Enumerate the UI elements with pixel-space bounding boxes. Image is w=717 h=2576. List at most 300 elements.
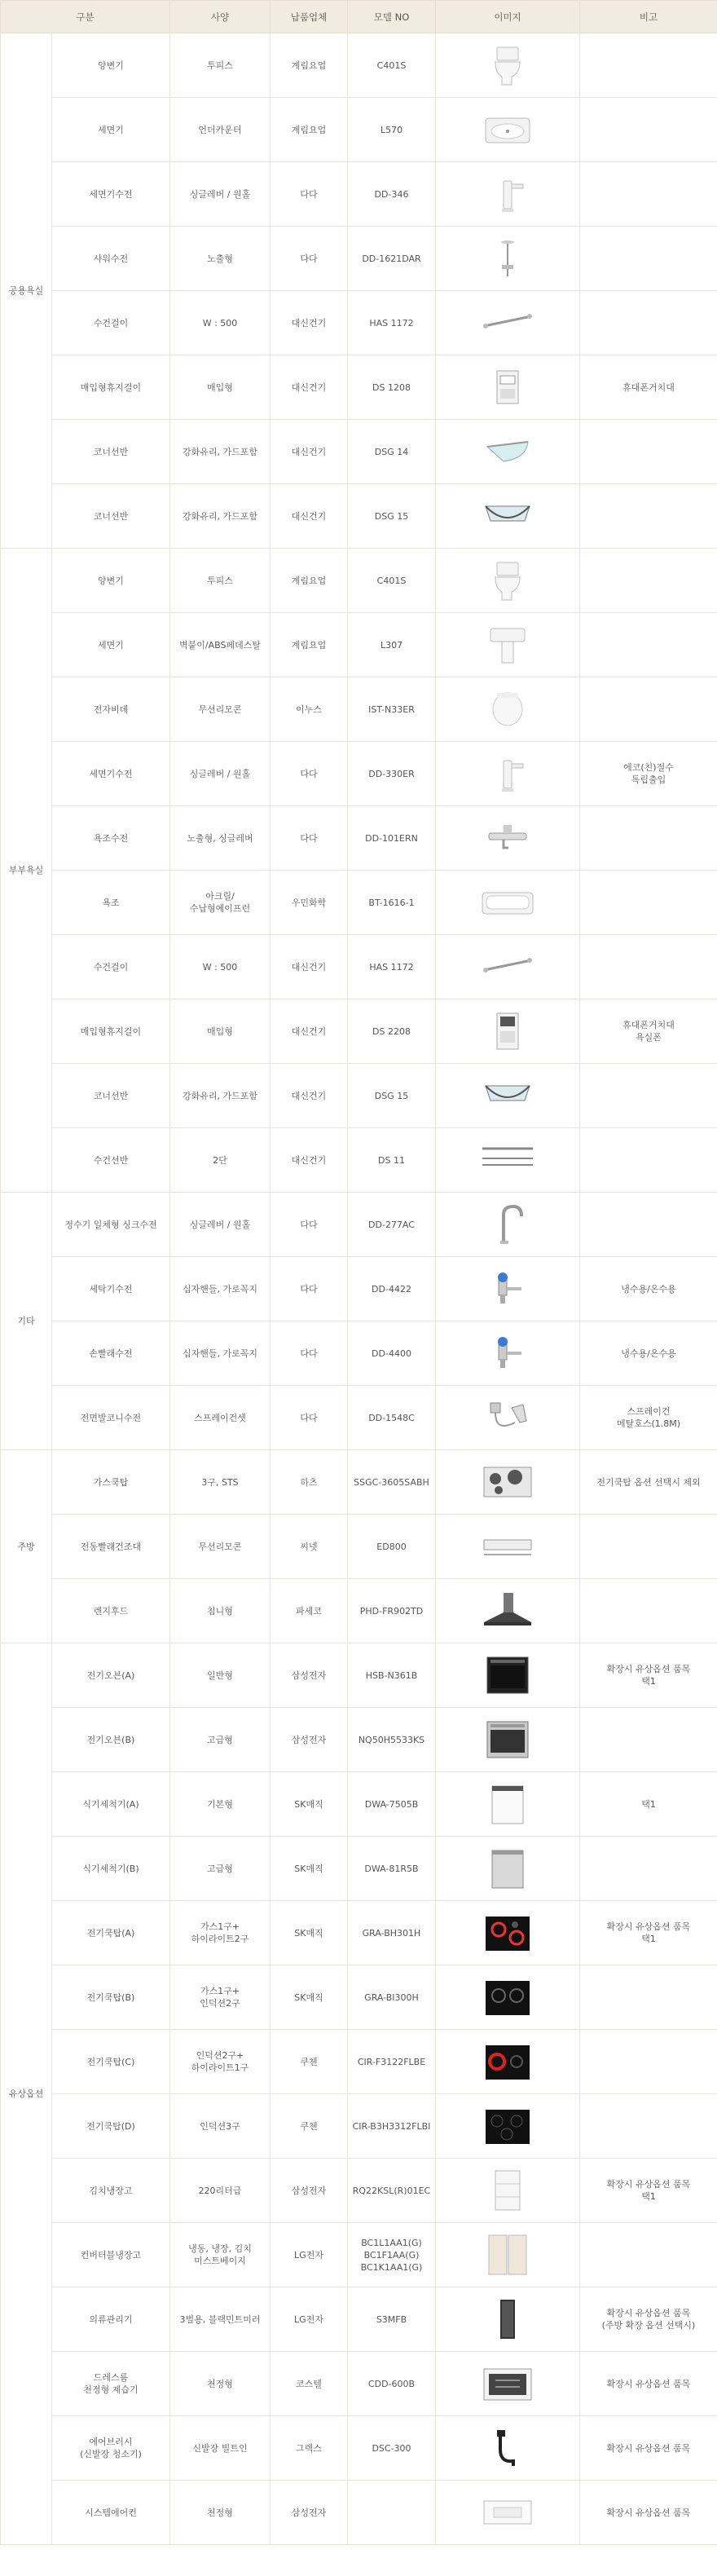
spec-cell [170, 1321, 271, 1386]
dishwasher-steel-icon [479, 1847, 536, 1890]
item-name-text: 매입형휴지걸이 [80, 1026, 142, 1037]
spec-cell-text: 벽붙이/ABS페데스탈 [179, 639, 261, 651]
product-image [436, 1515, 580, 1579]
note-text: 휴대폰거치대 욕실폰 [622, 1020, 675, 1043]
vendor-cell-text: 대신건기 [291, 382, 327, 393]
product-image [436, 1901, 580, 1965]
item-name [52, 613, 170, 677]
product-image [436, 613, 580, 677]
product-image [436, 1579, 580, 1643]
item-name [52, 871, 170, 935]
product-image [436, 935, 580, 999]
note-cell [580, 935, 717, 999]
spec-cell [170, 806, 271, 871]
towel-bar-icon [479, 946, 536, 988]
model-cell [348, 1643, 436, 1708]
spec-cell-text: 싱글레버 / 원홀 [189, 188, 251, 200]
model-cell [348, 162, 436, 227]
model-cell-text: DWA-7505B [364, 1798, 419, 1810]
product-image [436, 1772, 580, 1837]
note-text: 에코(친)절수 독립출입 [623, 762, 674, 785]
group-label: 기타 [1, 1193, 52, 1450]
spec-cell [170, 227, 271, 291]
vendor-cell-text: 다다 [300, 1348, 318, 1359]
table-row [1, 1321, 717, 1386]
note-cell [580, 2416, 717, 2481]
spec-cell-text: 강화유리, 가드포함 [182, 510, 257, 522]
spec-cell-text: 싱글레버 / 원홀 [189, 1219, 251, 1230]
corner-shelf-icon [479, 430, 536, 473]
note-cell [580, 1965, 717, 2030]
model-cell-text: DSG 14 [374, 446, 409, 457]
item-name-text: 전기오븐(A) [86, 1670, 135, 1681]
model-cell [348, 613, 436, 677]
model-cell [348, 1321, 436, 1386]
header-category: 구분 [1, 1, 170, 33]
spec-cell [170, 1064, 271, 1128]
range-hood-icon [479, 1590, 536, 1632]
spec-cell [170, 1257, 271, 1321]
vendor-cell [271, 1064, 348, 1128]
vendor-cell [271, 33, 348, 98]
note-cell [580, 162, 717, 227]
item-name [52, 420, 170, 484]
spec-cell-text: 싱글레버 / 원홀 [189, 768, 251, 779]
vendor-cell-text: 다다 [300, 832, 318, 844]
vendor-cell-text: 대신건기 [291, 1154, 327, 1166]
spec-cell [170, 677, 271, 742]
model-cell-text: GRA-BI300H [364, 1992, 419, 2003]
table-row [1, 2223, 717, 2287]
note-cell [580, 1386, 717, 1450]
note-cell [580, 1257, 717, 1321]
item-name-text: 전기쿡탑(B) [86, 1992, 135, 2003]
table-header-row [1, 1, 717, 33]
item-name-text: 코너선반 [93, 510, 129, 522]
item-name-text: 에어브러시 (신발장 청소기) [80, 2437, 142, 2459]
item-name-text: 양변기 [98, 60, 124, 71]
vendor-cell-text: 그렉스 [296, 2442, 322, 2454]
table-row [1, 1450, 717, 1515]
note-cell [580, 1515, 717, 1579]
spec-cell-text: 강화유리, 가드포함 [182, 1090, 257, 1101]
note-cell [580, 291, 717, 355]
vendor-cell-text: 우민화학 [291, 897, 327, 908]
bathtub-icon [479, 881, 536, 924]
washer-tap-icon [479, 1268, 536, 1310]
kimchi-fridge-icon [479, 2169, 536, 2212]
model-cell-text: DD-4400 [372, 1348, 411, 1359]
item-name [52, 291, 170, 355]
item-name [52, 1643, 170, 1708]
table-row [1, 1837, 717, 1901]
spec-cell [170, 1965, 271, 2030]
spec-cell-text: 무선리모콘 [198, 704, 242, 715]
table-row [1, 677, 717, 742]
item-name-text: 전기쿡탑(A) [86, 1927, 135, 1939]
model-cell-text: CIR-B3H3312FLBI [352, 2120, 431, 2132]
item-name-text: 세면기 [98, 124, 124, 135]
product-image [436, 484, 580, 549]
item-name-text: 정수기 일체형 싱크수전 [64, 1219, 157, 1230]
spec-cell [170, 1708, 271, 1772]
model-cell-text: DD-330ER [368, 768, 415, 779]
spec-cell-text: 3구, STS [201, 1476, 239, 1488]
spec-cell-text: 인덕션2구+ 하이라이트1구 [191, 2050, 249, 2073]
item-name-text: 가스쿡탑 [93, 1476, 129, 1488]
model-cell [348, 806, 436, 871]
item-name-text: 수건걸이 [93, 961, 129, 973]
note-cell [580, 1901, 717, 1965]
note-cell [580, 1708, 717, 1772]
table-body [1, 33, 717, 2545]
item-name [52, 1386, 170, 1450]
product-image [436, 1193, 580, 1257]
item-name-text: 샤워수전 [93, 253, 129, 264]
spec-cell-text: 기본형 [207, 1798, 233, 1810]
vendor-cell-text: 다다 [300, 188, 318, 200]
product-image [436, 1064, 580, 1128]
vendor-cell [271, 1386, 348, 1450]
spec-cell [170, 2223, 271, 2287]
model-cell [348, 355, 436, 420]
vendor-cell [271, 613, 348, 677]
spec-cell [170, 420, 271, 484]
vendor-cell [271, 1965, 348, 2030]
vendor-cell [271, 355, 348, 420]
note-text: 확장시 유상옵션 품목 [606, 2378, 691, 2389]
spec-cell [170, 1579, 271, 1643]
pedestal-basin-icon [479, 624, 536, 666]
note-text: 냉수용/온수용 [621, 1348, 676, 1359]
towel-bar-icon [479, 302, 536, 344]
note-text: 확장시 유상옵션 품목 [606, 2507, 691, 2518]
gas-cooktop-icon [479, 1461, 536, 1503]
note-text: 냉수용/온수용 [621, 1283, 676, 1295]
spec-cell [170, 999, 271, 1064]
spec-cell [170, 2030, 271, 2094]
vendor-cell [271, 2481, 348, 2545]
table-row [1, 871, 717, 935]
note-cell [580, 2159, 717, 2223]
table-row [1, 1643, 717, 1708]
item-name-text: 양변기 [98, 575, 124, 586]
table-row [1, 999, 717, 1064]
spec-cell [170, 2159, 271, 2223]
note-cell [580, 677, 717, 742]
tissue-phone-icon [479, 1010, 536, 1052]
model-cell-text: S3MFB [376, 2314, 407, 2325]
item-name-text: 김치냉장고 [89, 2185, 133, 2196]
group-label: 공용욕실 [1, 33, 52, 549]
styler-icon [479, 2298, 536, 2340]
note-cell [580, 33, 717, 98]
item-name-text: 시스템에어컨 [85, 2507, 137, 2518]
spec-cell [170, 98, 271, 162]
spray-gun-icon [479, 1396, 536, 1439]
vendor-cell [271, 549, 348, 613]
item-name [52, 999, 170, 1064]
model-cell [348, 2481, 436, 2545]
model-cell-text: DS 1208 [372, 382, 411, 393]
induction-cooktop-icon [479, 2105, 536, 2147]
table-row [1, 2159, 717, 2223]
item-name [52, 1965, 170, 2030]
note-text: 확장시 유상옵션 품목 택1 [606, 1664, 691, 1687]
model-cell [348, 2094, 436, 2159]
vendor-cell-text: 쿠첸 [300, 2056, 318, 2067]
spec-cell-text: 무선리모콘 [198, 1541, 242, 1552]
item-name-text: 수건걸이 [93, 317, 129, 329]
item-name-text: 세면기수전 [89, 188, 133, 200]
model-cell [348, 1837, 436, 1901]
spec-cell [170, 2481, 271, 2545]
table-row [1, 806, 717, 871]
product-image [436, 1386, 580, 1450]
item-name [52, 935, 170, 999]
item-name-text: 전동빨래건조대 [80, 1541, 142, 1552]
vendor-cell [271, 1708, 348, 1772]
model-cell-text: HAS 1172 [369, 961, 414, 973]
vendor-cell-text: 계림요업 [291, 639, 327, 651]
drying-rack-icon [479, 1525, 536, 1568]
item-name-text: 전기쿡탑(C) [86, 2056, 135, 2067]
vendor-cell [271, 806, 348, 871]
note-cell [580, 2481, 717, 2545]
vendor-cell [271, 1257, 348, 1321]
item-name [52, 2223, 170, 2287]
model-cell [348, 98, 436, 162]
vendor-cell-text: 대신건기 [291, 961, 327, 973]
item-name [52, 2030, 170, 2094]
spec-cell [170, 2287, 271, 2352]
model-cell-text: DD-346 [374, 188, 409, 200]
item-name [52, 1128, 170, 1193]
model-cell-text: L307 [380, 639, 403, 651]
model-cell-text: DD-4422 [372, 1283, 411, 1295]
faucet-icon [479, 752, 536, 795]
product-image [436, 2481, 580, 2545]
product-image [436, 806, 580, 871]
group-label: 유상옵션 [1, 1643, 52, 2545]
item-name [52, 1450, 170, 1515]
model-cell-text: HAS 1172 [369, 317, 414, 329]
item-name [52, 1321, 170, 1386]
spec-cell [170, 1515, 271, 1579]
convertible-fridge-icon [479, 2234, 536, 2276]
model-cell-text: NQ50H5533KS [358, 1734, 425, 1745]
note-text: 스프레이건 메탈호스(1.8M) [616, 1406, 681, 1429]
vendor-cell-text: SK매직 [294, 1927, 323, 1939]
product-image [436, 2416, 580, 2481]
model-cell [348, 2030, 436, 2094]
vendor-cell [271, 2030, 348, 2094]
table-row [1, 2416, 717, 2481]
item-name-text: 전기오븐(B) [86, 1734, 135, 1745]
model-cell-text: DD-277AC [368, 1219, 415, 1230]
header-model: 모델 NO [348, 1, 436, 33]
spec-cell [170, 549, 271, 613]
product-image [436, 2352, 580, 2416]
table-row [1, 2287, 717, 2352]
item-name-text: 코너선반 [93, 1090, 129, 1101]
item-name [52, 2094, 170, 2159]
vendor-cell [271, 2416, 348, 2481]
product-image [436, 1643, 580, 1708]
note-cell [580, 742, 717, 806]
vendor-cell [271, 1450, 348, 1515]
vendor-cell [271, 2352, 348, 2416]
model-cell [348, 1257, 436, 1321]
item-name-text: 전기쿡탑(D) [86, 2120, 135, 2132]
item-name-text: 욕조 [102, 897, 120, 908]
group-label: 주방 [1, 1450, 52, 1643]
vendor-cell-text: 삼성전자 [291, 1734, 327, 1745]
note-cell [580, 1128, 717, 1193]
item-name [52, 1193, 170, 1257]
note-cell [580, 2352, 717, 2416]
table-row [1, 1064, 717, 1128]
model-cell [348, 420, 436, 484]
glass-shelf-icon [479, 495, 536, 537]
vendor-cell-text: 하츠 [300, 1476, 318, 1488]
spec-cell-text: 침니형 [207, 1605, 233, 1617]
note-cell [580, 1772, 717, 1837]
spec-cell [170, 484, 271, 549]
spec-cell [170, 1386, 271, 1450]
spec-cell [170, 871, 271, 935]
table-row [1, 1708, 717, 1772]
model-cell [348, 1965, 436, 2030]
model-cell-text: DD-1548C [368, 1412, 415, 1423]
model-cell [348, 484, 436, 549]
item-name [52, 1579, 170, 1643]
table-row [1, 549, 717, 613]
spec-cell-text: 십자핸들, 가로꼭지 [182, 1348, 257, 1359]
model-cell-text: RQ22KSL(R)01EC [352, 2185, 431, 2196]
spec-cell [170, 742, 271, 806]
spec-cell-text: 일반형 [207, 1670, 233, 1681]
vendor-cell-text: SK매직 [294, 1863, 323, 1874]
item-name [52, 742, 170, 806]
spec-cell-text: 아크릴/ 수납형에이프런 [189, 891, 251, 914]
item-name-text: 세탁기수전 [89, 1283, 133, 1295]
spec-cell-text: 십자핸들, 가로꼭지 [182, 1283, 257, 1295]
header-vendor: 납품업체 [271, 1, 348, 33]
product-image [436, 549, 580, 613]
table-row [1, 420, 717, 484]
vendor-cell [271, 98, 348, 162]
table-row [1, 1965, 717, 2030]
spec-cell [170, 2094, 271, 2159]
spec-cell-text: 천정형 [207, 2507, 233, 2518]
vendor-cell-text: 삼성전자 [291, 2185, 327, 2196]
vendor-cell [271, 2094, 348, 2159]
towel-shelf-icon [479, 1139, 536, 1181]
spec-cell-text: 인덕션3구 [200, 2120, 240, 2132]
product-image [436, 2159, 580, 2223]
table-row [1, 935, 717, 999]
tissue-holder-icon [479, 366, 536, 408]
header-image: 이미지 [436, 1, 580, 33]
note-cell [580, 549, 717, 613]
model-cell-text: DSG 15 [374, 510, 409, 522]
product-image [436, 1321, 580, 1386]
shower-icon [479, 237, 536, 280]
vendor-cell-text: 코스텔 [296, 2378, 322, 2389]
spec-cell [170, 1901, 271, 1965]
spec-cell-text: 고급형 [207, 1863, 233, 1874]
table-row [1, 33, 717, 98]
spec-cell-text: 고급형 [207, 1734, 233, 1745]
vendor-cell [271, 2223, 348, 2287]
table-row [1, 1579, 717, 1643]
vendor-cell [271, 1837, 348, 1901]
model-cell [348, 2287, 436, 2352]
item-name-text: 전면발코니수전 [80, 1412, 142, 1423]
model-cell [348, 871, 436, 935]
spec-cell-text: 3벌용, 블랙민트미러 [179, 2314, 261, 2325]
model-cell-text: L570 [380, 124, 403, 135]
model-cell-text: DSG 15 [374, 1090, 409, 1101]
model-cell-text: C401S [376, 575, 407, 586]
model-cell [348, 677, 436, 742]
table-row [1, 1257, 717, 1321]
note-cell [580, 98, 717, 162]
vendor-cell [271, 1772, 348, 1837]
table-row [1, 1515, 717, 1579]
model-cell [348, 742, 436, 806]
vendor-cell-text: 삼성전자 [291, 2507, 327, 2518]
vendor-cell-text: SK매직 [294, 1992, 323, 2003]
spec-cell [170, 162, 271, 227]
table-row [1, 613, 717, 677]
model-cell [348, 549, 436, 613]
vendor-cell [271, 1515, 348, 1579]
spec-cell [170, 2352, 271, 2416]
spec-cell-text: 투피스 [207, 575, 233, 586]
spec-cell-text: 220리터급 [198, 2185, 242, 2196]
spec-cell [170, 1643, 271, 1708]
item-name [52, 2159, 170, 2223]
spec-cell-text: W : 500 [202, 961, 238, 973]
item-name-text: 세면기수전 [89, 768, 133, 779]
vendor-cell [271, 742, 348, 806]
vendor-cell [271, 677, 348, 742]
product-image [436, 227, 580, 291]
item-name-text: 전자비데 [93, 704, 129, 715]
item-name [52, 549, 170, 613]
note-text: 확장시 유상옵션 품목 택1 [606, 2179, 691, 2202]
vendor-cell-text: 다다 [300, 1412, 318, 1423]
item-name [52, 227, 170, 291]
spec-cell [170, 291, 271, 355]
model-cell [348, 1386, 436, 1450]
table-row [1, 1386, 717, 1450]
model-cell-text: CIR-F3122FLBE [357, 2056, 426, 2067]
note-cell [580, 1837, 717, 1901]
vendor-cell-text: 삼성전자 [291, 1670, 327, 1681]
model-cell-text: ED800 [376, 1541, 407, 1552]
vendor-cell-text: 이누스 [296, 704, 322, 715]
note-cell [580, 871, 717, 935]
vendor-cell [271, 871, 348, 935]
vendor-cell [271, 2287, 348, 2352]
vendor-cell [271, 1321, 348, 1386]
table-row [1, 291, 717, 355]
toilet-icon [479, 559, 536, 602]
vendor-cell-text: 다다 [300, 1283, 318, 1295]
